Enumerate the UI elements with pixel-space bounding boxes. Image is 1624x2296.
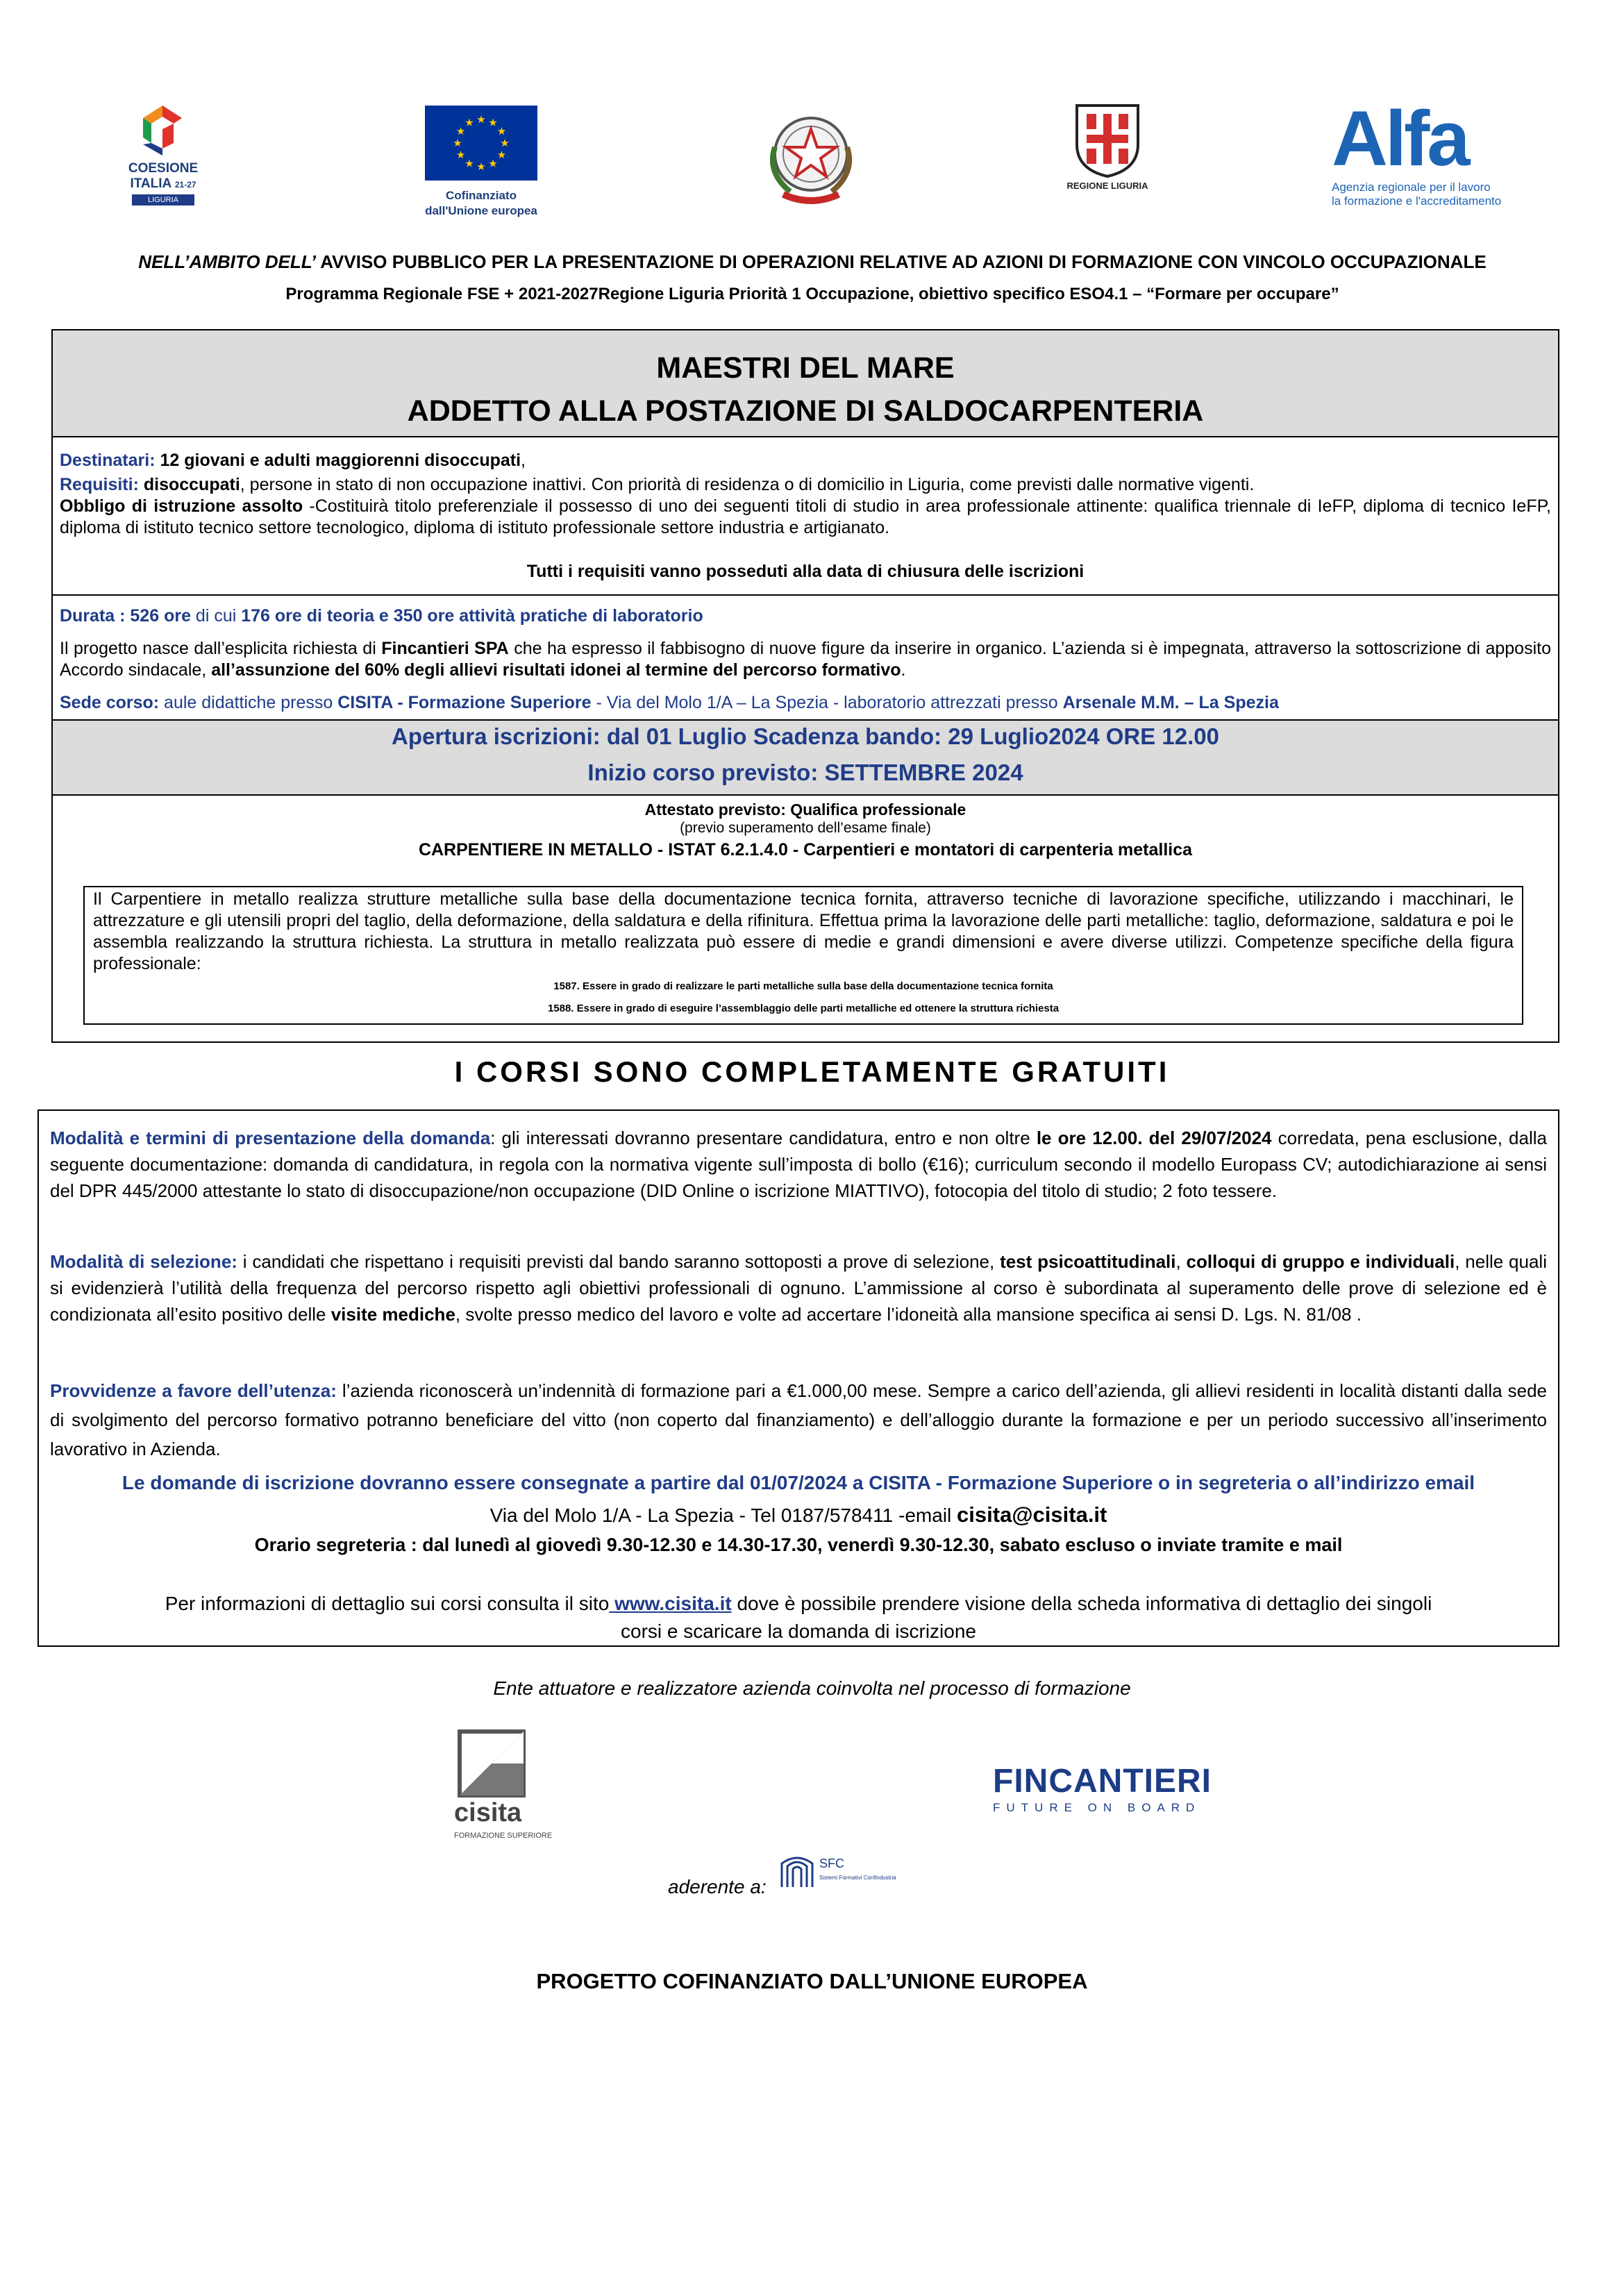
coesione-years: 21-27 <box>174 180 196 190</box>
eu-star: ★ <box>464 117 474 129</box>
eu-star: ★ <box>455 126 466 137</box>
cisita-sub: FORMAZIONE SUPERIORE <box>454 1832 553 1840</box>
progetto-text <box>60 638 1551 681</box>
modalita-2: corredata, pena esclusione, dalla seguente documentazione: domanda di candidatura, in regola con la normativa vigente sull’imposta di bollo (€16); curriculum secondo il modello Europass CV; autodichiarazione ai sensi del DPR 445/2000 attestante lo stato di disoccupazione/non occupazione (DID Online o iscrizione MIATTIVO), fotocopia del titolo di studio; 2 foto tessere. <box>50 1128 1547 1201</box>
descrizione-box <box>83 886 1523 1025</box>
eu-caption-2: dall'Unione europea <box>425 204 537 217</box>
obbligo-line <box>60 496 1551 539</box>
durata-ore: 526 ore <box>130 606 191 626</box>
progetto-fincantieri: Fincantieri SPA <box>381 639 509 658</box>
requisiti-label: Requisiti: <box>60 475 139 494</box>
eu-flag-icon <box>425 106 537 181</box>
eu-caption-1: Cofinanziato <box>446 189 517 202</box>
sfc-text: SFC <box>819 1857 844 1870</box>
domande-line: Le domande di iscrizione dovranno essere consegnate a partire dal 01/07/2024 a CISITA - Formazione Superiore o in segreteria o all’indirizzo email <box>122 1472 1475 1493</box>
destinatari-value: 12 giovani e adulti maggiorenni disoccupati <box>155 451 521 470</box>
durata-di-cui: di cui <box>190 606 242 626</box>
indirizzo-1: Via del Molo 1/A - La Spezia <box>489 1505 739 1526</box>
progetto-cofinanziato: PROGETTO COFINANZIATO DALL’UNIONE EUROPEA <box>536 1969 1088 1993</box>
eu-star: ★ <box>464 158 474 170</box>
course-title-2: ADDETTO ALLA POSTAZIONE DI SALDOCARPENTERIA <box>407 394 1204 428</box>
attestato-note: (previo superamento dell’esame finale) <box>680 820 931 836</box>
obbligo-rest: -Costituirà titolo preferenziale il possesso di uno dei seguenti titoli di studio in area professionale attinente: qualifica triennale di IeFP, diploma di tecnico IeFP, diploma di istituto tecnico settore tecnologico, diploma di istituto professionale settore industria e artigianato. <box>60 496 1551 537</box>
apertura-text: Apertura iscrizioni: dal 01 Luglio Scadenza bando: 29 Luglio2024 ORE 12.00 <box>392 723 1219 749</box>
email-link[interactable]: cisita@cisita.it <box>957 1502 1107 1527</box>
fincantieri-tag: FUTURE ON BOARD <box>993 1801 1201 1814</box>
eu-star: ★ <box>488 117 498 129</box>
selezione-paragraph <box>50 1248 1547 1327</box>
progetto-end: . <box>901 660 906 680</box>
sede-1: aule didattiche presso <box>159 693 338 712</box>
modalita-label: Modalità e termini di presentazione della domanda <box>50 1128 491 1148</box>
regione-liguria-logo <box>1055 103 1160 200</box>
alfa-line-1: Agenzia regionale per il lavoro <box>1332 181 1491 194</box>
durata-block <box>60 605 1551 714</box>
emblem-icon <box>762 106 860 210</box>
destinatari-label: Destinatari: <box>60 451 156 470</box>
competenza-2: 1588. Essere in grado di eseguire l’assemblaggio delle parti metalliche ed ottenere la struttura richiesta <box>547 1003 1060 1014</box>
programma-header: Programma Regionale FSE + 2021-2027Regione Liguria Priorità 1 Occupazione, obiettivo specifico ESO4.1 – “Formare per occupare” <box>285 285 1339 303</box>
coesione-italia-logo <box>118 103 208 214</box>
selezione-b1: test psicoattitudinali <box>1000 1251 1176 1272</box>
coesione-text-1: COESIONE <box>128 161 199 176</box>
eu-star: ★ <box>500 137 510 149</box>
sfc-mark-icon <box>778 1851 817 1890</box>
sito-line <box>39 1590 1558 1645</box>
eu-star: ★ <box>496 149 507 161</box>
avviso-rest: AVVISO PUBBLICO PER LA PRESENTAZIONE DI OPERAZIONI RELATIVE AD AZIONI DI FORMAZIONE CON VINCOLO OCCUPAZIONALE <box>315 251 1487 272</box>
coesione-italia: ITALIA <box>130 176 171 191</box>
requisiti-rest: , persone in stato di non occupazione inattivi. Con priorità di residenza o di domicilio in Liguria, come previsti dalle normative vigenti. <box>240 475 1255 494</box>
provvidenze-paragraph <box>50 1376 1547 1464</box>
modalita-1: : gli interessati dovranno presentare candidatura, entro e non oltre <box>490 1128 1037 1148</box>
attestato: Attestato previsto: Qualifica professionale <box>644 801 966 819</box>
course-title-band <box>53 330 1558 436</box>
provvidenze-text: l’azienda riconoscerà un’indennità di formazione pari a €1.000,00 mese. Sempre a carico dell’azienda, gli allievi residenti in località distanti dalla sede di svolgimento del percorso formativo potranno beneficiare del vitto (non coperto dal finanziamento) e dell’alloggio durante la formazione e per un periodo successivo all’inserimento lavorativo in Azienda. <box>50 1380 1547 1459</box>
eu-star: ★ <box>476 161 486 173</box>
eu-logo <box>422 106 540 224</box>
alfa-line-2: la formazione e l'accreditamento <box>1332 194 1502 208</box>
competenza-1: 1587. Essere in grado di realizzare le parti metalliche sulla base della documentazione tecnica fornita <box>553 980 1053 992</box>
liguria-shield-icon <box>1073 103 1142 179</box>
selezione-3: , nelle quali si evidenzierà l’utilità della frequenza del percorso rispetto agli obiettivi professionali di ognuno. L’ammissione al corso è subordinata al superamento delle prove di selezione ed è condizionata all’esito positivo delle <box>50 1251 1547 1325</box>
indirizzo-2: - Tel 0187/578411 -email <box>739 1505 957 1526</box>
selezione-2: , <box>1175 1251 1187 1272</box>
alfa-name: Alfa <box>1332 95 1468 182</box>
cisita-name: cisita <box>454 1798 522 1827</box>
sito-3: corsi e scaricare la domanda di iscrizione <box>621 1620 976 1642</box>
destinatari-tail: , <box>521 451 526 470</box>
selezione-b2: colloqui di gruppo e individuali <box>1186 1251 1455 1272</box>
selezione-1: i candidati che rispettano i requisiti previsti dal bando saranno sottoposti a prove di selezione, <box>237 1251 1001 1272</box>
fincantieri-name: FINCANTIERI <box>993 1763 1212 1800</box>
durata-label: Durata : <box>60 606 131 626</box>
provvidenze-label: Provvidenze a favore dell’utenza: <box>50 1380 337 1401</box>
indirizzo-line <box>39 1502 1558 1527</box>
gratuiti-heading: I CORSI SONO COMPLETAMENTE GRATUITI <box>454 1055 1170 1088</box>
eu-star: ★ <box>453 137 462 149</box>
attestato-block <box>53 800 1558 862</box>
cisita-logo <box>444 1729 555 1847</box>
sede-line <box>60 692 1551 714</box>
modalita-bold: le ore 12.00. del 29/07/2024 <box>1036 1128 1272 1148</box>
sito-link[interactable]: www.cisita.it <box>609 1593 732 1614</box>
sfc-logo <box>778 1851 916 1900</box>
requisiti-bold: disoccupati <box>138 475 240 494</box>
sfc-sub: Sistemi Formativi Confindustria <box>819 1875 896 1881</box>
eu-star: ★ <box>488 158 498 170</box>
eu-star: ★ <box>455 149 466 161</box>
requisiti-line <box>60 474 1551 496</box>
course-box <box>51 329 1559 1043</box>
apertura-band <box>53 719 1558 796</box>
repubblica-italiana-emblem <box>762 106 860 210</box>
sito-1: Per informazioni di dettaglio sui corsi consulta il sito <box>165 1593 610 1614</box>
ente-line: Ente attuatore e realizzatore azienda coinvolta nel processo di formazione <box>493 1677 1131 1699</box>
course-title-1: MAESTRI DEL MARE <box>656 351 955 385</box>
sito-2: dove è possibile prendere visione della scheda informativa di dettaglio dei singoli <box>731 1593 1432 1614</box>
inizio-text: Inizio corso previsto: SETTEMBRE 2024 <box>587 760 1023 785</box>
sede-cisita: CISITA - Formazione Superiore <box>337 693 592 712</box>
eu-star: ★ <box>476 114 486 126</box>
requisiti-block <box>60 450 1551 583</box>
aderente-label: aderente a: <box>668 1876 767 1897</box>
liguria-caption: REGIONE LIGURIA <box>1066 181 1148 191</box>
sede-arsenale: Arsenale M.M. – La Spezia <box>1062 693 1279 712</box>
alfa-logo <box>1328 95 1522 208</box>
progetto-2: che ha espresso il fabbisogno di nuove figure da inserire in organico. L’azienda si è impegnata, attraverso la sottoscrizione di apposito Accordo sindacale, <box>60 639 1551 680</box>
orario-line: Orario segreteria : dal lunedì al giovedì 9.30-12.30 e 14.30-17.30, venerdì 9.30-12.30, sabato escluso o inviate tramite e mail <box>254 1534 1343 1555</box>
progetto-1: Il progetto nasce dall’esplicita richiesta di <box>60 639 382 658</box>
destinatari-line <box>60 450 1551 471</box>
info-box <box>37 1109 1559 1647</box>
avviso-italic: NELL’AMBITO DELL’ <box>138 251 316 272</box>
selezione-b3: visite mediche <box>330 1304 455 1325</box>
carpentiere: CARPENTIERE IN METALLO - ISTAT 6.2.1.4.0 - Carpentieri e montatori di carpenteria metallica <box>418 840 1193 860</box>
sede-label: Sede corso: <box>60 693 160 712</box>
durata-line <box>60 605 1551 627</box>
coesione-icon <box>135 103 190 158</box>
requisiti-note: Tutti i requisiti vanno posseduti alla data di chiusura delle iscrizioni <box>526 562 1085 581</box>
progetto-bold: all’assunzione del 60% degli allievi risultati idonei al termine del percorso formativo <box>211 660 901 680</box>
modalita-paragraph <box>50 1125 1547 1204</box>
sede-2: - Via del Molo 1/A – La Spezia - laboratorio attrezzati presso <box>591 693 1063 712</box>
descrizione: Il Carpentiere in metallo realizza strutture metalliche sulla base della documentazione tecnica fornita, attraverso tecniche di lavorazione specifiche, utilizzando i macchinari, le attrezzature e gli utensili propri del taglio, della deformazione, della saldatura e della rifinitura. Effettua prima la lavorazione delle parti metalliche: taglio, deformazione, saldatura e poi le assembla realizzando la struttura richiesta. La struttura in metallo realizzata può essere di medie e grandi dimensioni e avere diverse utilizzi. Competenze specifiche della figura professionale: <box>93 889 1514 973</box>
selezione-label: Modalità di selezione: <box>50 1251 237 1272</box>
cisita-mark-icon <box>457 1729 526 1798</box>
durata-rest: 176 ore di teoria e 350 ore attività pratiche di laboratorio <box>241 606 703 626</box>
coesione-text-2 <box>118 176 208 192</box>
selezione-4: , svolte presso medico del lavoro e volte ad accertare l’idoneità alla mansione specifica ai sensi D. Lgs. N. 81/08 . <box>455 1304 1362 1325</box>
eu-star: ★ <box>496 126 507 137</box>
avviso-header <box>42 251 1583 273</box>
coesione-region: LIGURIA <box>132 194 194 206</box>
fincantieri-logo <box>993 1763 1229 1819</box>
obbligo-bold: Obbligo di istruzione assolto <box>60 496 303 516</box>
